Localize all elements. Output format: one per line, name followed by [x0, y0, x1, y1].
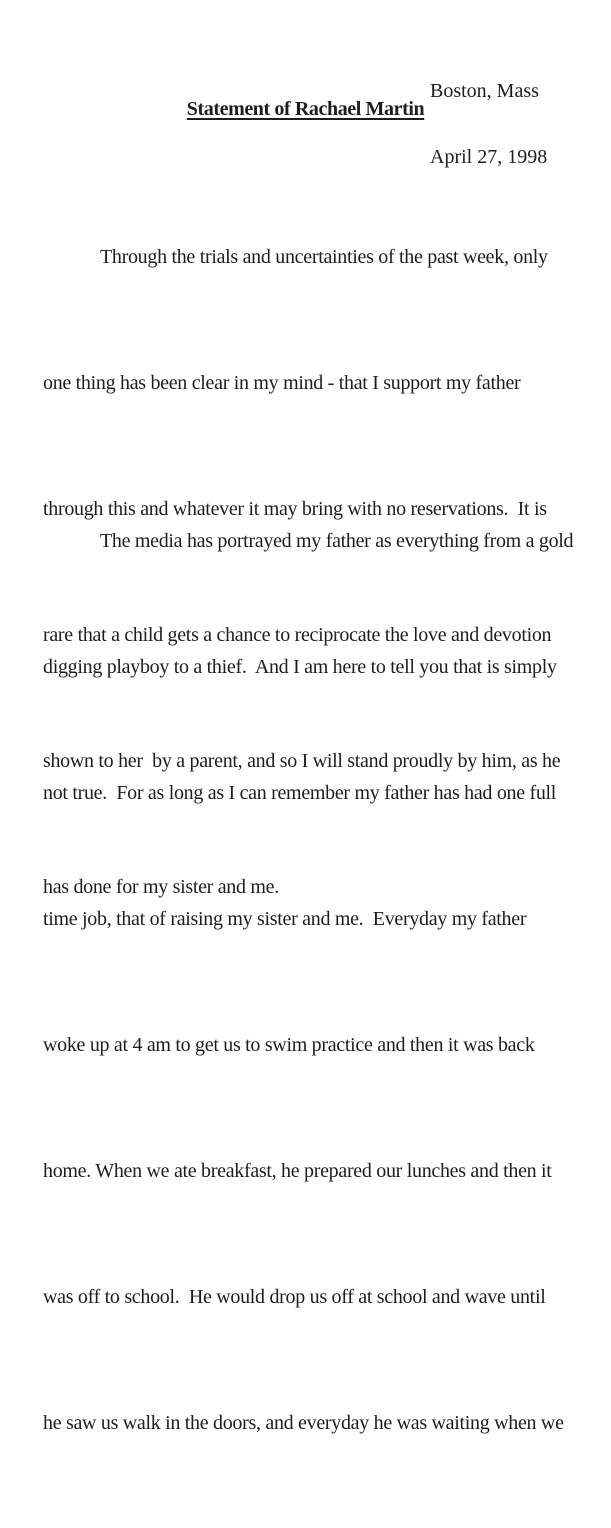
dateline-location: Boston, Mass — [430, 80, 539, 102]
text-line: not true. For as long as I can remember my father has had one full — [43, 782, 557, 804]
text-line: has done for my sister and me. — [43, 876, 279, 898]
text-line: woke up at 4 am to get us to swim practice and then it was back — [43, 1034, 535, 1056]
statement-paragraph-2 — [43, 436, 573, 1528]
text-line: he saw us walk in the doors, and everyday he was waiting when we — [43, 1412, 564, 1434]
statement-title-row — [0, 98, 611, 121]
text-line: was off to school. He would drop us off at school and wave until — [43, 1286, 546, 1308]
text-line: The media has portrayed my father as everything from a gold — [100, 530, 574, 552]
text-line: shown to her by a parent, and so I will stand proudly by him, as he — [43, 750, 561, 772]
text-line: one thing has been clear in my mind - that I support my father — [43, 372, 521, 394]
text-line: time job, that of raising my sister and me. Everyday my father — [43, 908, 527, 930]
text-line: digging playboy to a thief. And I am here to tell you that is simply — [43, 656, 557, 678]
text-line: through this and whatever it may bring with no reservations. It is — [43, 498, 547, 520]
dateline-date: April 27, 1998 — [430, 146, 548, 168]
statement-title: Statement of Rachael Martin — [186, 98, 425, 120]
text-line: home. When we ate breakfast, he prepared our lunches and then it — [43, 1160, 552, 1182]
text-line: Through the trials and uncertainties of the past week, only — [100, 246, 548, 268]
text-line: rare that a child gets a chance to reciprocate the love and devotion — [43, 624, 552, 646]
